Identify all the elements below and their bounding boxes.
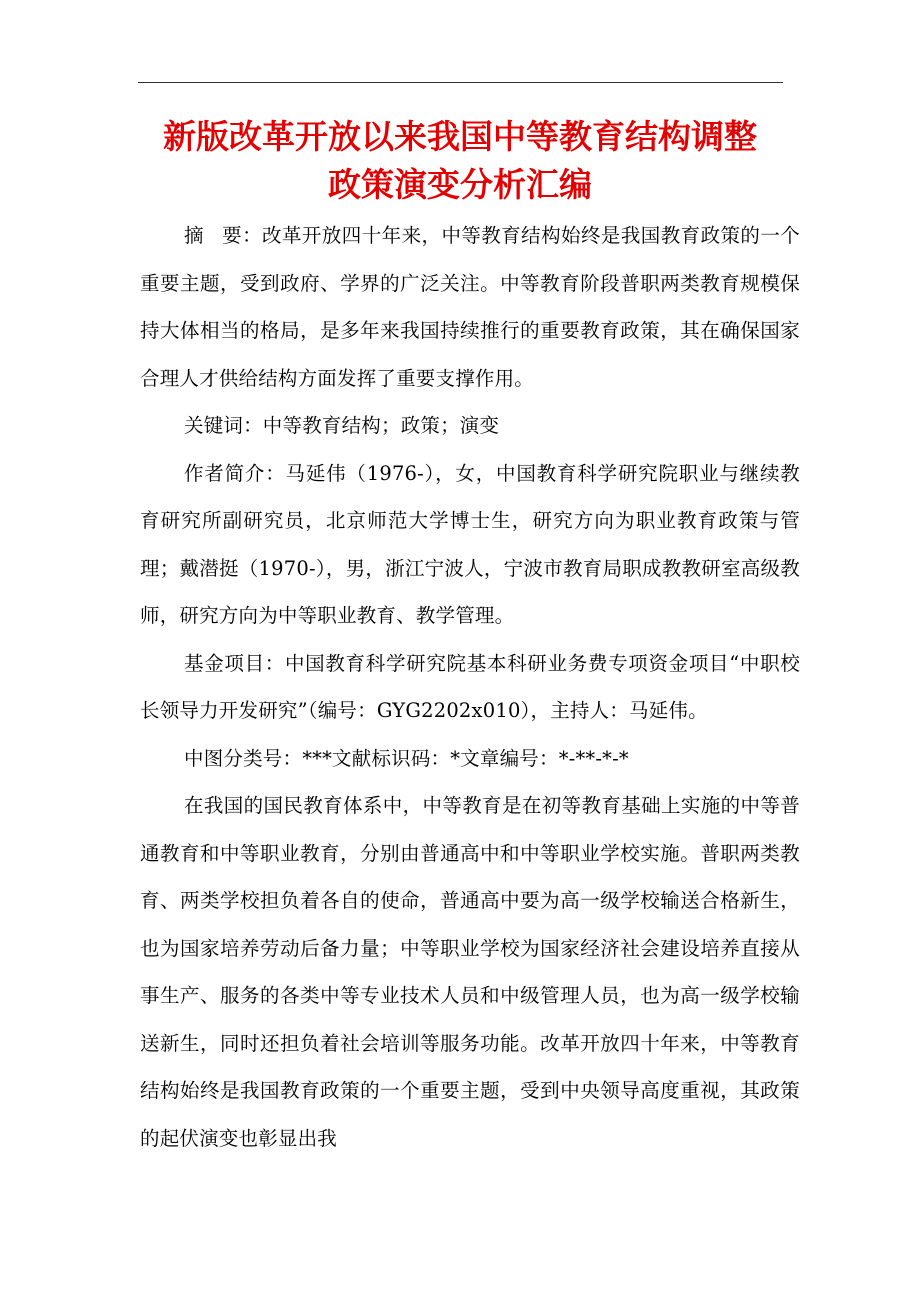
document-body [140,212,800,1162]
header-rule [138,82,783,83]
document-title-line-1: 新版改革开放以来我国中等教育结构调整 [163,117,757,156]
document-title-line-2: 政策演变分析汇编 [328,165,592,204]
fund-paragraph: 基金项目：中国教育科学研究院基本科研业务费专项资金项目“中职校长领导力开发研究”（编号：GYG2202x010），主持人：马延伟。 [140,651,800,722]
abstract-text: 改革开放四十年来，中等教育结构始终是我国教育政策的一个重要主题，受到政府、学界的广泛关注。中等教育阶段普职两类教育规模保持大体相当的格局，是多年来我国持续推行的重要教育政策，其在确保国家合理人才供给结构方面发挥了重要支撑作用。 [140,224,801,390]
abstract-paragraph [140,212,800,402]
author-paragraph: 作者简介：马延伟（1976-），女，中国教育科学研究院职业与继续教育研究所副研究员，北京师范大学博士生，研究方向为职业教育政策与管理；戴潜挺（1970-），男，浙江宁波人，宁波市教育局职成教教研室高级教师，研究方向为中等职业教育、教学管理。 [140,461,800,627]
abstract-label-a: 摘 [184,224,204,247]
keywords-paragraph: 关键词：中等教育结构；政策；演变 [184,414,500,437]
classification-paragraph: 中图分类号：***文献标识码：*文章编号：*-**-*-* [184,746,629,770]
body-paragraph: 在我国的国民教育体系中，中等教育是在初等教育基础上实施的中等普通教育和中等职业教育，分别由普通高中和中等职业学校实施。普职两类教育、两类学校担负着各自的使命，普通高中要为高一级学校输送合格新生，也为国家培养劳动后备力量；中等职业学校为国家经济社会建设培养直接从事生产、服务的各类中等专业技术人员和中级管理人员，也为高一级学校输送新生，同时还担负着社会培训等服务功能。改革开放四十年来，中等教育结构始终是我国教育政策的一个重要主题，受到中央领导高度重视，其政策的起伏演变也彰显出我 [140,794,800,1150]
abstract-label-b: 要： [221,224,263,247]
